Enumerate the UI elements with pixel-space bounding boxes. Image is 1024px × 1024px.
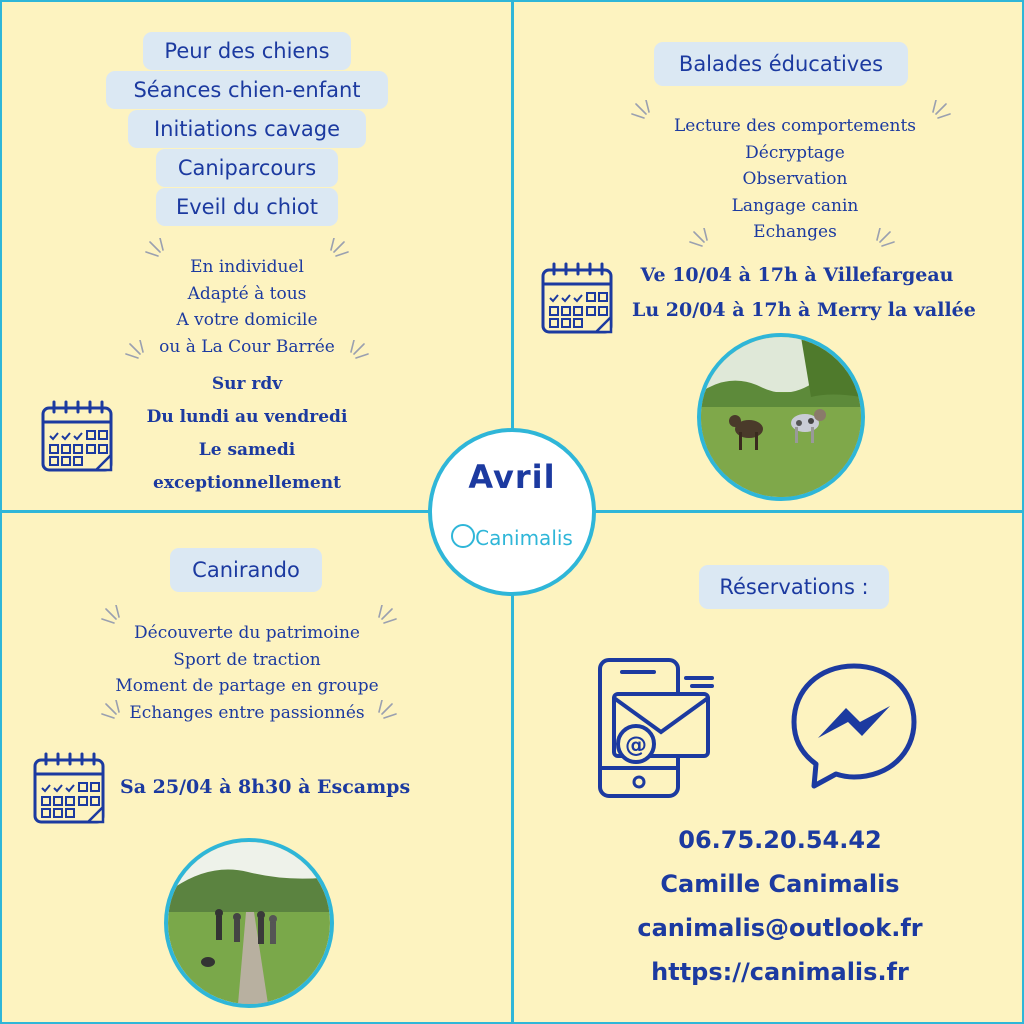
info-line: Moment de partage en groupe bbox=[115, 676, 379, 696]
info-line: Décryptage bbox=[745, 142, 845, 163]
svg-text:@: @ bbox=[625, 733, 647, 758]
hikers-photo bbox=[164, 838, 334, 1008]
service-pill-caniparcours: Caniparcours bbox=[156, 149, 338, 187]
contact-email[interactable]: canimalis@outlook.fr bbox=[637, 914, 923, 942]
info-line: Echanges bbox=[753, 222, 837, 242]
info-line: Sport de traction bbox=[173, 649, 321, 670]
q1-info-list bbox=[107, 254, 387, 360]
info-line: Langage canin bbox=[731, 195, 859, 216]
q2-dates bbox=[632, 258, 976, 328]
info-line: Adapté à tous bbox=[187, 283, 307, 304]
q2-info-list bbox=[645, 113, 945, 246]
schedule-line: Du lundi au vendredi bbox=[146, 407, 348, 427]
messenger-icon bbox=[788, 660, 920, 792]
info-line: A votre domicile bbox=[176, 310, 318, 330]
calendar-icon bbox=[40, 398, 116, 474]
contact-website[interactable]: https://canimalis.fr bbox=[651, 958, 909, 986]
event-date: Lu 20/04 à 17h à Merry la vallée bbox=[632, 299, 976, 321]
service-pill-puppy: Eveil du chiot bbox=[156, 188, 338, 226]
calendar-icon bbox=[32, 750, 108, 826]
phone-email-icon bbox=[596, 656, 714, 800]
brand-logo bbox=[432, 524, 592, 550]
dogs-photo bbox=[697, 333, 865, 501]
q1-schedule bbox=[132, 368, 362, 500]
schedule-line: Le samedi bbox=[198, 440, 296, 460]
info-line: En individuel bbox=[190, 257, 304, 277]
service-pill-child: Séances chien-enfant bbox=[106, 71, 388, 109]
contact-name: Camille Canimalis bbox=[660, 870, 900, 898]
event-date: Ve 10/04 à 17h à Villefargeau bbox=[640, 264, 954, 286]
schedule-line: exceptionnellement bbox=[153, 473, 341, 493]
info-line: Observation bbox=[742, 169, 848, 189]
contact-phone[interactable]: 06.75.20.54.42 bbox=[678, 826, 882, 854]
section-title-canirando: Canirando bbox=[170, 548, 322, 592]
info-line: ou à La Cour Barrée bbox=[159, 336, 335, 357]
info-line: Lecture des comportements bbox=[673, 116, 916, 136]
service-pill-cavage: Initiations cavage bbox=[128, 110, 366, 148]
section-title-reservations: Réservations : bbox=[699, 565, 889, 609]
service-pill-fear: Peur des chiens bbox=[143, 32, 351, 70]
center-badge bbox=[428, 428, 596, 596]
q3-info-list bbox=[90, 620, 404, 726]
schedule-line: Sur rdv bbox=[211, 374, 283, 394]
info-line: Découverte du patrimoine bbox=[134, 623, 360, 643]
info-line: Echanges entre passionnés bbox=[129, 702, 365, 723]
brand-name: Canimalis bbox=[475, 526, 573, 550]
section-title-balades: Balades éducatives bbox=[654, 42, 908, 86]
q3-event-date: Sa 25/04 à 8h30 à Escamps bbox=[120, 776, 411, 798]
paw-leaf-icon bbox=[451, 524, 475, 548]
month-title: Avril bbox=[468, 458, 556, 496]
calendar-icon bbox=[540, 260, 616, 336]
